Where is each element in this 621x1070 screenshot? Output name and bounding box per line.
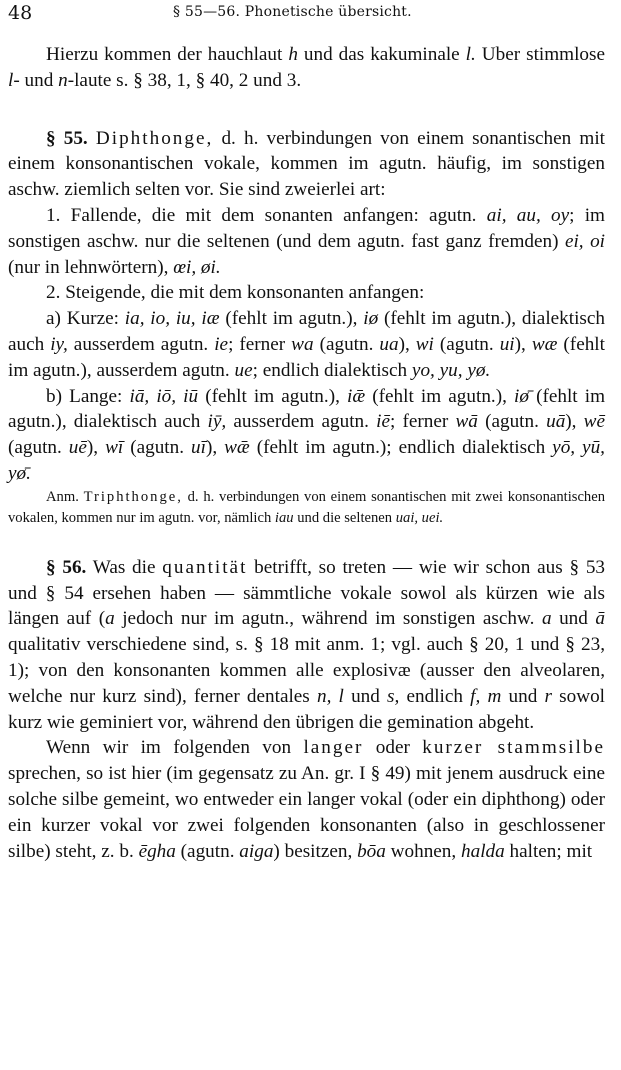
falling-diphthongs: 1. Fallende, die mit dem sonanten anfangen: agutn. ai, au, oy; im sonstigen aschw. nur die seltenen (und dem agutn. fast ganz fremden) ei, oi (nur in lehnwörtern), œi, øi. bbox=[8, 204, 605, 278]
section-56-stem-syllable: Wenn wir im folgenden von langer oder kurzer stammsilbe sprechen, so ist hier (im gegensatz zu An. gr. I § 49) mit jenem ausdruck eine solche silbe gemeint, wo entweder ein langer vokal (oder ein diphthong) oder ein kurzer vokal vor zwei folgenden konsonanten (also in geschlossener silbe) steht, z. b. ēgha (agutn. aiga) besitzen, bōa wohnen, halda halten; mit bbox=[8, 737, 606, 862]
section-56-quantity: § 56. Was die quantität betrifft, so treten — wie wir schon aus § 53 und § 54 ersehen haben — sämmtliche vokale sowol als kürzen wie als längen auf (a jedoch nur im agutn., während im sonstigen aschw. a und ā qualitativ verschiedene sind, s. § 18 mit anm. 1; vgl. auch § 20, 1 und § 23, 1); von den konsonanten kommen alle explosivæ (ausser den alveolaren, welche nur kurz sind), ferner dentales n, l und s, endlich f, m und r sowol kurz wie geminiert vor, während den übrigen die gemination abgeht. bbox=[8, 556, 606, 733]
section-55-term: Diphthonge, bbox=[95, 127, 214, 149]
running-title: § 55—56. Phonetische übersicht. bbox=[173, 4, 412, 20]
page-number: 48 bbox=[8, 2, 33, 24]
note-triphthongs: Anm. Triphthonge, d. h. verbindungen von einem sonantischen mit zwei konsonantischen vokalen, kommen nur im agutn. vor, nämlich iau und die seltenen uai, uei. bbox=[8, 488, 605, 526]
rising-short: a) Kurze: ia, io, iu, iæ (fehlt im agutn.), iø (fehlt im agutn.), dialektisch auch iy, ausserdem agutn. ie; ferner wa (agutn. ua), wi (agutn. ui), wæ (fehlt im agutn.), ausserdem agutn. ue; endlich dialektisch yo, yu, yø. bbox=[8, 308, 605, 381]
section-55-heading: § 55. bbox=[46, 127, 88, 149]
page-body bbox=[8, 42, 605, 864]
rising-long: b) Lange: iā, iō, iū (fehlt im agutn.), iǣ (fehlt im agutn.), iø̄ (fehlt im agutn.), dialektisch auch iȳ, ausserdem agutn. iē; ferner wā (agutn. uā), wē (agutn. uē), wī (agutn. uī), wǣ (fehlt im agutn.); endlich dialektisch yō, yū, yø̄. bbox=[8, 385, 606, 484]
section-56-heading: § 56. bbox=[46, 556, 87, 578]
page-header bbox=[8, 2, 613, 26]
intro-paragraph: Hierzu kommen der hauchlaut h und das kakuminale l. Uber stimmlose l- und n-laute s. § 38, 1, § 40, 2 und 3. bbox=[8, 44, 605, 91]
section-55-intro: § 55. Diphthonge, d. h. verbindungen von einem sonantischen mit einem konsonantischen vokale, kommen im agutn. häufig, im sonstigen aschw. ziemlich selten vor. Sie sind zweierlei art: bbox=[8, 127, 606, 201]
rising-diphthongs: 2. Steigende, die mit dem konsonanten anfangen: bbox=[46, 282, 425, 304]
